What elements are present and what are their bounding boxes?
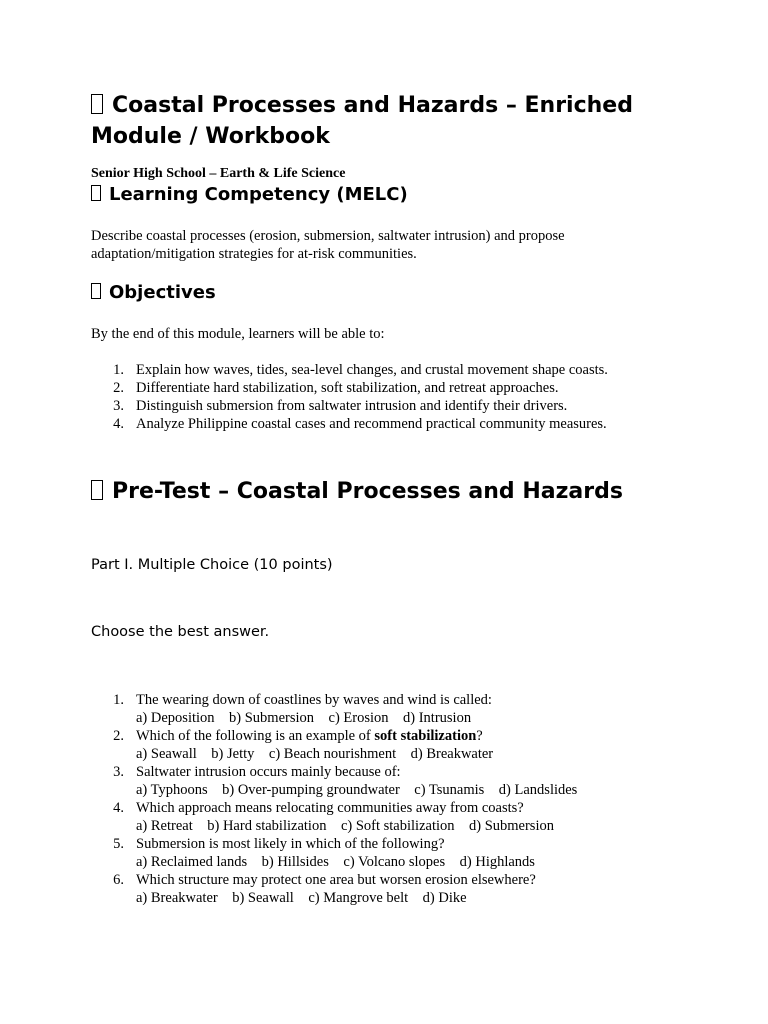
question-item: 4. Which approach means relocating communities away from coasts? a) Retreat b) Hard stabilization c) Soft stabilization d) Submersion	[91, 799, 731, 835]
question-options: a) Reclaimed lands b) Hillsides c) Volcano slopes d) Highlands	[136, 854, 535, 870]
placeholder-glyph-icon	[91, 94, 103, 114]
question-text: The wearing down of coastlines by waves and wind is called:	[136, 692, 492, 708]
question-options: a) Breakwater b) Seawall c) Mangrove belt d) Dike	[136, 890, 467, 906]
question-text: Which of the following is an example of soft stabilization?	[136, 728, 483, 744]
pretest-instruction: Choose the best answer.	[91, 624, 270, 640]
document-subtitle: Senior High School – Earth & Life Science	[91, 166, 346, 181]
question-item: 5. Submersion is most likely in which of the following? a) Reclaimed lands b) Hillsides c) Volcano slopes d) Highlands	[91, 835, 731, 871]
objectives-heading-text: Objectives	[109, 282, 216, 303]
list-item: 2. Differentiate hard stabilization, soft stabilization, and retreat approaches.	[113, 380, 559, 396]
pretest-part-label: Part I. Multiple Choice (10 points)	[91, 557, 333, 573]
objectives-heading	[91, 281, 216, 305]
placeholder-glyph-icon	[91, 185, 101, 201]
pretest-heading-text: Pre-Test – Coastal Processes and Hazards	[112, 479, 623, 504]
list-item: 1. Explain how waves, tides, sea-level changes, and crustal movement shape coasts.	[113, 362, 608, 378]
question-item: 3. Saltwater intrusion occurs mainly because of: a) Typhoons b) Over-pumping groundwater c) Tsunamis d) Landslides	[91, 763, 731, 799]
question-list	[91, 691, 731, 907]
question-options: a) Typhoons b) Over-pumping groundwater c) Tsunamis d) Landslides	[136, 782, 578, 798]
objectives-list	[91, 361, 731, 433]
placeholder-glyph-icon	[91, 283, 101, 299]
question-text: Which approach means relocating communities away from coasts?	[136, 800, 524, 816]
competency-heading	[91, 183, 408, 207]
list-item: 3. Distinguish submersion from saltwater intrusion and identify their drivers.	[113, 398, 568, 414]
question-options: a) Retreat b) Hard stabilization c) Soft stabilization d) Submersion	[136, 818, 554, 834]
title-text: Coastal Processes and Hazards – Enriched Module / Workbook	[91, 93, 633, 149]
question-item: 2. Which of the following is an example of soft stabilization? a) Seawall b) Jetty c) Beach nourishment d) Breakwater	[91, 727, 731, 763]
question-options: a) Seawall b) Jetty c) Beach nourishment d) Breakwater	[136, 746, 494, 762]
question-item: 1. The wearing down of coastlines by waves and wind is called: a) Deposition b) Submersion c) Erosion d) Intrusion	[91, 691, 731, 727]
question-text: Which structure may protect one area but worsen erosion elsewhere?	[136, 872, 536, 888]
placeholder-glyph-icon	[91, 480, 103, 500]
emphasis-text: soft stabilization	[374, 728, 477, 744]
objectives-intro: By the end of this module, learners will be able to:	[91, 326, 385, 342]
question-text: Saltwater intrusion occurs mainly because of:	[136, 764, 401, 780]
competency-text: Describe coastal processes (erosion, submersion, saltwater intrusion) and propose adaptation/mitigation strategies for at-risk communities.	[91, 228, 565, 262]
question-options: a) Deposition b) Submersion c) Erosion d) Intrusion	[136, 710, 472, 726]
question-text: Submersion is most likely in which of the following?	[136, 836, 445, 852]
document-title	[91, 90, 691, 152]
competency-heading-text: Learning Competency (MELC)	[109, 184, 408, 205]
list-item: 4. Analyze Philippine coastal cases and recommend practical community measures.	[113, 416, 607, 432]
pretest-heading	[91, 477, 623, 507]
question-item: 6. Which structure may protect one area but worsen erosion elsewhere? a) Breakwater b) Seawall c) Mangrove belt d) Dike	[91, 871, 731, 907]
